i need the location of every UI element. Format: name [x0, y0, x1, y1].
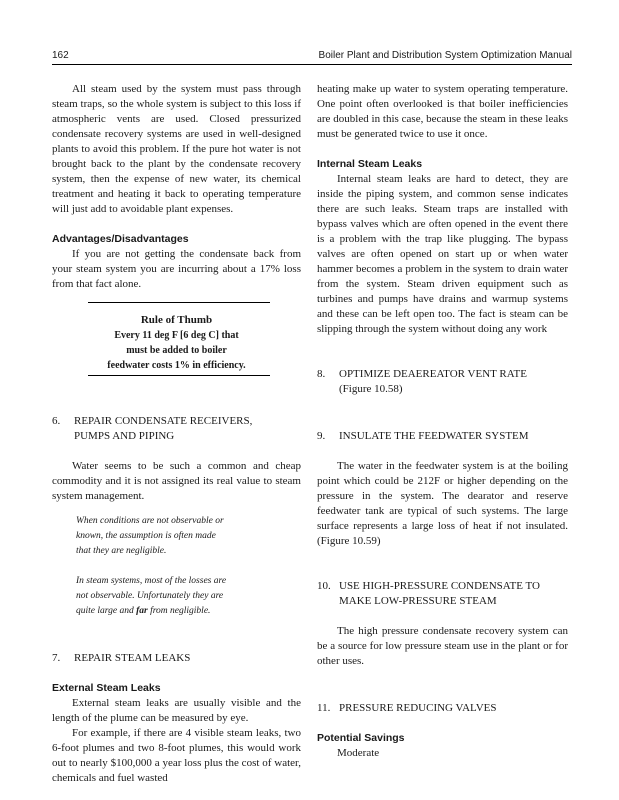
quote-line: In steam systems, most of the losses are	[76, 576, 227, 586]
section-9-text: The water in the feedwater system is at the boiling point which could be 212F or higher depending on the pressure in the system. The dearator and reserve feedwater tank are typical of such systems. The large surface represents a large loss of heat if not insulated. (Figure 10.59)	[317, 460, 568, 547]
advantages-text: If you are not getting the condensate back from your steam system you are incurring about a 17% loss from that fact alone.	[52, 248, 301, 290]
rule-bottom-divider	[88, 375, 270, 376]
section-6-heading	[52, 414, 301, 444]
section-10-heading	[317, 579, 568, 609]
section-number: 11.	[317, 702, 331, 714]
section-7-heading	[52, 651, 301, 666]
section-8-heading	[317, 367, 568, 397]
page-header	[52, 44, 572, 65]
quote-line	[52, 604, 301, 619]
continued-paragraph: heating make up water to system operating temperature. One point often overlooked is that boiler inefficiencies are doubled in this case, because the steam in these leaks must be generated twice to use it once.	[317, 83, 568, 140]
section-title-line: REPAIR CONDENSATE RECEIVERS,	[74, 415, 253, 427]
rule-title: Rule of Thumb	[140, 314, 213, 326]
external-leaks-text: External steam leaks are usually visible and the length of the plume can be measured by eye.	[52, 697, 301, 724]
rule-top-divider	[88, 302, 270, 303]
quote-emphasis: far	[136, 606, 148, 616]
quote-text: from negligible.	[147, 606, 211, 616]
rule-line: must be added to boiler	[126, 345, 227, 356]
advantages-heading: Advantages/Disadvantages	[52, 233, 189, 245]
section-title-line: PUMPS AND PIPING	[74, 430, 175, 442]
quote-line: not observable. Unfortunately they are	[76, 591, 224, 601]
section-title-line: USE HIGH-PRESSURE CONDENSATE TO	[339, 580, 540, 592]
internal-leaks-text: Internal steam leaks are hard to detect, they are inside the piping system, and common sense indicates there are such leaks. Steam traps are installed with bypass valves which are often opened in the event there is a problem with the trap like plugging. The bypass valves are often opened on start up or when water hammer becomes a problem in the system to drain water from the system. Steam driven equipment such as turbines and pumps have drains and warmup systems and these can be left open too. The fact is steam can be slipping through the system without doing any work	[317, 173, 568, 335]
running-title: Boiler Plant and Distribution System Optimization Manual	[318, 50, 572, 61]
right-column	[317, 82, 568, 761]
potential-savings-value: Moderate	[337, 747, 380, 759]
quote-2	[52, 574, 301, 619]
rule-of-thumb-box	[52, 302, 301, 376]
section-title-line: OPTIMIZE DEAEREATOR VENT RATE	[339, 368, 527, 380]
section-number: 7.	[52, 652, 61, 664]
potential-savings-heading: Potential Savings	[317, 732, 405, 744]
section-11-heading	[317, 701, 568, 716]
section-number: 9.	[317, 430, 326, 442]
quote-line: When conditions are not observable or	[76, 516, 224, 526]
section-title: INSULATE THE FEEDWATER SYSTEM	[339, 430, 529, 442]
external-leaks-heading: External Steam Leaks	[52, 682, 161, 694]
quote-text: quite large and	[76, 606, 137, 616]
section-9-heading	[317, 429, 568, 444]
section-10-text: The high pressure condensate recovery system can be a source for low pressure steam use in the plant or for other uses.	[317, 625, 568, 667]
section-number: 10.	[317, 580, 331, 592]
quote-1	[52, 514, 301, 559]
page-number: 162	[52, 50, 69, 61]
external-leaks-example: For example, if there are 4 visible steam leaks, two 6-foot plumes and two 8-foot plumes, this would work out to nearly $100,000 a year loss plus the cost of water, chemicals and fuel wasted	[52, 727, 301, 784]
section-title: REPAIR STEAM LEAKS	[74, 652, 191, 664]
section-number: 6.	[52, 415, 61, 427]
left-column	[52, 82, 301, 786]
rule-line: feedwater costs 1% in efficiency.	[107, 360, 246, 371]
figure-reference: (Figure 10.58)	[339, 383, 403, 395]
section-title-line: MAKE LOW-PRESSURE STEAM	[339, 595, 497, 607]
section-6-text: Water seems to be such a common and cheap commodity and it is not assigned its real value to steam system management.	[52, 460, 301, 502]
rule-line: Every 11 deg F [6 deg C] that	[114, 330, 239, 341]
section-number: 8.	[317, 368, 326, 380]
intro-paragraph: All steam used by the system must pass through steam traps, so the whole system is subject to this loss if atmospheric vents are used. Closed pressurized condensate recovery systems are used in well-designed plants to avoid this problem. If the pure hot water is not brought back to the plant by the condensate recovery system, then the expense of new water, its chemical treatment and heating it back to operating temperature will just add to avoidable plant expenses.	[52, 83, 301, 215]
quote-line: that they are negligible.	[76, 546, 167, 556]
section-title: PRESSURE REDUCING VALVES	[339, 702, 497, 714]
internal-leaks-heading: Internal Steam Leaks	[317, 158, 423, 170]
quote-line: known, the assumption is often made	[76, 531, 216, 541]
